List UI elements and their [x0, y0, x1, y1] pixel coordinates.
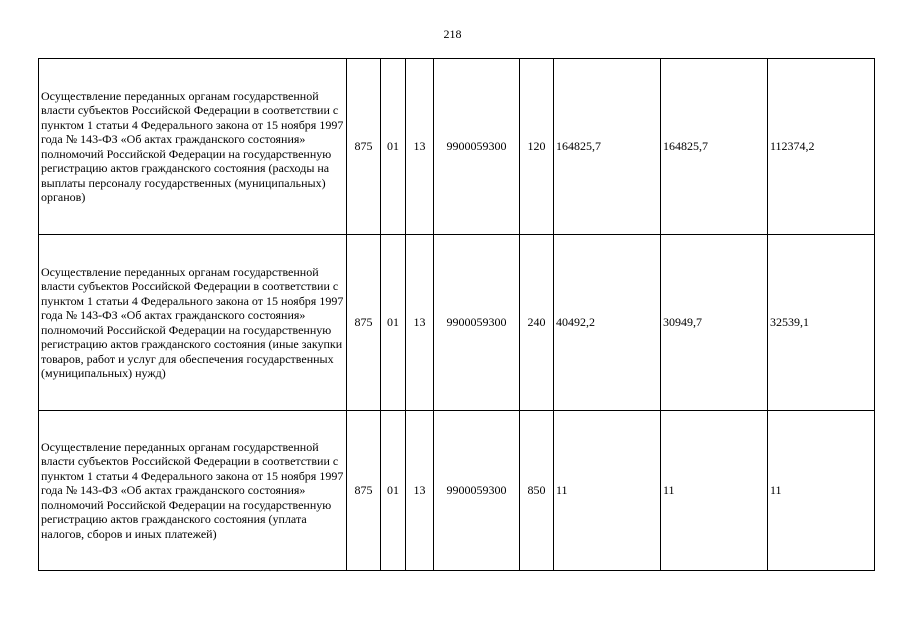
- target-article-code: 9900059300: [434, 235, 520, 411]
- expense-type-code: 240: [520, 235, 554, 411]
- page-number: 218: [443, 27, 462, 41]
- section-code: 01: [381, 59, 406, 235]
- row-description: Осуществление переданных органам государственной власти субъектов Российской Федерации в соответствии с пунктом 1 статьи 4 Федерального закона от 15 ноября 1997 года № 143-ФЗ «Об актах гражданского состояния» полномочий Российской Федерации на государственную регистрацию актов гражданского состояния (уплата налогов, сборов и иных платежей): [39, 411, 347, 571]
- amount-year-3: 112374,2: [768, 59, 875, 235]
- expense-type-code: 120: [520, 59, 554, 235]
- amount-year-2: 30949,7: [661, 235, 768, 411]
- grbs-code: 875: [347, 411, 381, 571]
- amount-year-3: 32539,1: [768, 235, 875, 411]
- table-row: [39, 59, 875, 235]
- amount-year-2: 164825,7: [661, 59, 768, 235]
- subsection-code: 13: [406, 411, 434, 571]
- amount-year-1: 40492,2: [554, 235, 661, 411]
- amount-year-1: 164825,7: [554, 59, 661, 235]
- budget-table: [38, 58, 875, 571]
- subsection-code: 13: [406, 59, 434, 235]
- section-code: 01: [381, 411, 406, 571]
- section-code: 01: [381, 235, 406, 411]
- target-article-code: 9900059300: [434, 411, 520, 571]
- grbs-code: 875: [347, 235, 381, 411]
- grbs-code: 875: [347, 59, 381, 235]
- table-row: [39, 411, 875, 571]
- row-description: Осуществление переданных органам государственной власти субъектов Российской Федерации в соответствии с пунктом 1 статьи 4 Федерального закона от 15 ноября 1997 года № 143-ФЗ «Об актах гражданского состояния» полномочий Российской Федерации на государственную регистрацию актов гражданского состояния (расходы на выплаты персоналу государственных (муниципальных) органов): [39, 59, 347, 235]
- amount-year-2: 11: [661, 411, 768, 571]
- amount-year-1: 11: [554, 411, 661, 571]
- row-description: Осуществление переданных органам государственной власти субъектов Российской Федерации в соответствии с пунктом 1 статьи 4 Федерального закона от 15 ноября 1997 года № 143-ФЗ «Об актах гражданского состояния» полномочий Российской Федерации на государственную регистрацию актов гражданского состояния (иные закупки товаров, работ и услуг для обеспечения государственных (муниципальных) нужд): [39, 235, 347, 411]
- subsection-code: 13: [406, 235, 434, 411]
- table-row: [39, 235, 875, 411]
- amount-year-3: 11: [768, 411, 875, 571]
- expense-type-code: 850: [520, 411, 554, 571]
- target-article-code: 9900059300: [434, 59, 520, 235]
